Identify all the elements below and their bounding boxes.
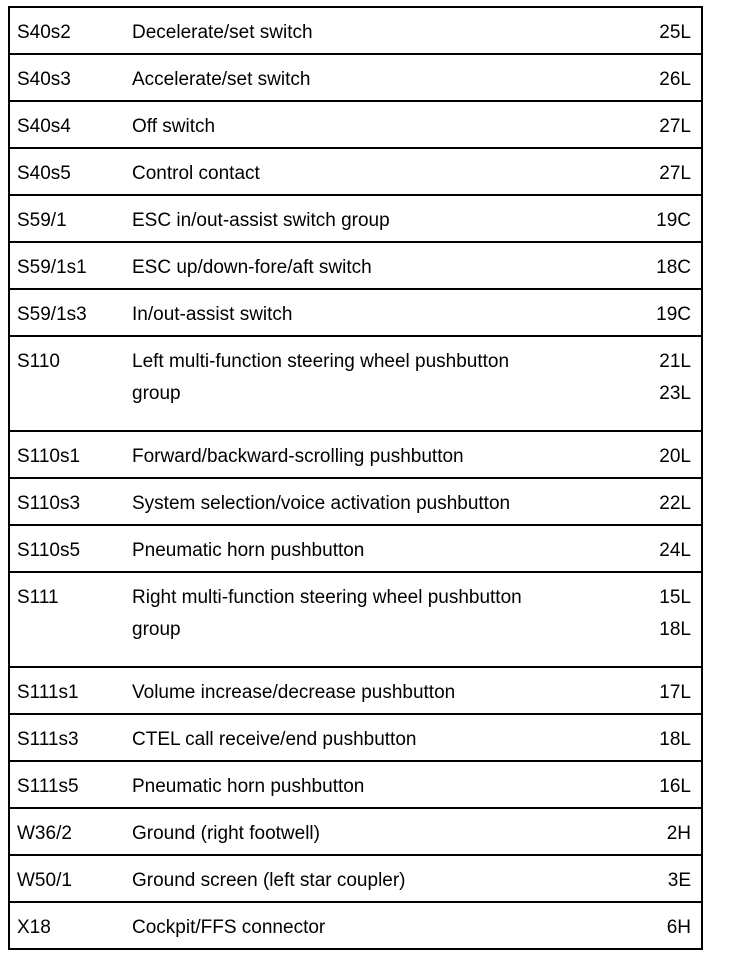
- grid-location: [659, 535, 691, 567]
- description-line: Ground (right footwell): [132, 823, 320, 844]
- description-line: Control contact: [132, 163, 260, 184]
- location-value: 18L: [659, 619, 691, 640]
- table-row: [10, 147, 701, 194]
- grid-location: [659, 346, 691, 410]
- component-code: S40s3: [17, 69, 71, 90]
- table-row: [10, 760, 701, 807]
- description-line: Decelerate/set switch: [132, 22, 313, 43]
- description-line: Right multi-function steering wheel pushbutton: [132, 587, 522, 608]
- component-code: S110s3: [17, 493, 81, 514]
- component-description: [132, 535, 364, 567]
- description-line: System selection/voice activation pushbutton: [132, 493, 511, 514]
- component-description: [132, 771, 364, 803]
- grid-location: [656, 205, 691, 237]
- table-row: [10, 477, 701, 524]
- component-code: S40s4: [17, 116, 71, 137]
- component-legend-table: [8, 6, 703, 950]
- component-code: W36/2: [17, 823, 72, 844]
- location-value: 24L: [659, 540, 691, 561]
- location-value: 23L: [659, 383, 691, 404]
- grid-location: [659, 17, 691, 49]
- table-row: [10, 666, 701, 713]
- table-row: [10, 335, 701, 430]
- component-code: S59/1: [17, 210, 67, 231]
- table-row: [10, 53, 701, 100]
- location-value: 3E: [667, 870, 691, 891]
- component-description: [132, 299, 293, 331]
- description-line: Cockpit/FFS connector: [132, 917, 326, 938]
- component-description: [132, 912, 325, 944]
- table-row: [10, 901, 701, 948]
- grid-location: [668, 865, 691, 897]
- component-description: [132, 17, 313, 49]
- grid-location: [659, 111, 691, 143]
- location-value: 6H: [666, 917, 691, 938]
- component-description: [132, 111, 215, 143]
- description-line: Volume increase/decrease pushbutton: [132, 682, 456, 703]
- component-code: S59/1s1: [17, 257, 87, 278]
- description-line: group: [132, 383, 181, 404]
- grid-location: [659, 488, 691, 520]
- location-value: 19C: [656, 210, 691, 231]
- description-line: Accelerate/set switch: [132, 69, 311, 90]
- component-description: [132, 818, 320, 850]
- component-code: S59/1s3: [17, 304, 87, 325]
- component-code: W50/1: [17, 870, 72, 891]
- location-value: 2H: [666, 823, 691, 844]
- grid-location: [659, 724, 691, 756]
- description-line: In/out-assist switch: [132, 304, 293, 325]
- grid-location: [659, 582, 691, 646]
- description-line: ESC in/out-assist switch group: [132, 210, 390, 231]
- location-value: 27L: [659, 116, 691, 137]
- component-code: S111s1: [17, 682, 79, 703]
- component-description: [132, 865, 406, 897]
- table-row: [10, 524, 701, 571]
- description-line: Left multi-function steering wheel pushbutton: [132, 351, 510, 372]
- description-line: Forward/backward-scrolling pushbutton: [132, 446, 464, 467]
- description-line: ESC up/down-fore/aft switch: [132, 257, 372, 278]
- component-description: [132, 582, 522, 646]
- grid-location: [659, 441, 691, 473]
- component-code: X18: [17, 917, 51, 938]
- table-row: [10, 241, 701, 288]
- component-code: S110: [17, 351, 60, 372]
- component-description: [132, 158, 260, 190]
- location-value: 25L: [659, 22, 691, 43]
- component-code: S111s3: [17, 729, 79, 750]
- grid-location: [656, 252, 691, 284]
- component-description: [132, 64, 310, 96]
- grid-location: [659, 64, 691, 96]
- grid-location: [659, 158, 691, 190]
- location-value: 19C: [656, 304, 691, 325]
- table-row: [10, 288, 701, 335]
- grid-location: [659, 677, 691, 709]
- component-description: [132, 441, 464, 473]
- location-value: 17L: [659, 682, 691, 703]
- component-code: S40s5: [17, 163, 71, 184]
- component-description: [132, 677, 455, 709]
- table-row: [10, 854, 701, 901]
- description-line: Ground screen (left star coupler): [132, 870, 406, 891]
- component-code: S40s2: [17, 22, 71, 43]
- location-value: 18C: [656, 257, 691, 278]
- location-value: 27L: [659, 163, 691, 184]
- component-code: S111s5: [17, 776, 79, 797]
- component-description: [132, 252, 372, 284]
- table-row: [10, 713, 701, 760]
- location-value: 22L: [659, 493, 691, 514]
- table-row: [10, 571, 701, 666]
- location-value: 15L: [659, 587, 691, 608]
- description-line: group: [132, 619, 181, 640]
- component-code: S110s1: [17, 446, 81, 467]
- table-row: [10, 807, 701, 854]
- description-line: CTEL call receive/end pushbutton: [132, 729, 417, 750]
- grid-location: [656, 299, 691, 331]
- grid-location: [659, 771, 691, 803]
- location-value: 20L: [659, 446, 691, 467]
- grid-location: [667, 912, 691, 944]
- component-description: [132, 488, 510, 520]
- table-row: [10, 6, 701, 53]
- location-value: 18L: [659, 729, 691, 750]
- component-code: S110s5: [17, 540, 81, 561]
- location-value: 26L: [659, 69, 691, 90]
- location-value: 21L: [659, 351, 691, 372]
- component-code: S111: [17, 587, 59, 608]
- table-row: [10, 194, 701, 241]
- description-line: Off switch: [132, 116, 216, 137]
- description-line: Pneumatic horn pushbutton: [132, 540, 365, 561]
- grid-location: [667, 818, 691, 850]
- component-description: [132, 205, 390, 237]
- component-description: [132, 346, 509, 410]
- table-row: [10, 100, 701, 147]
- location-value: 16L: [659, 776, 691, 797]
- component-description: [132, 724, 416, 756]
- description-line: Pneumatic horn pushbutton: [132, 776, 365, 797]
- table-row: [10, 430, 701, 477]
